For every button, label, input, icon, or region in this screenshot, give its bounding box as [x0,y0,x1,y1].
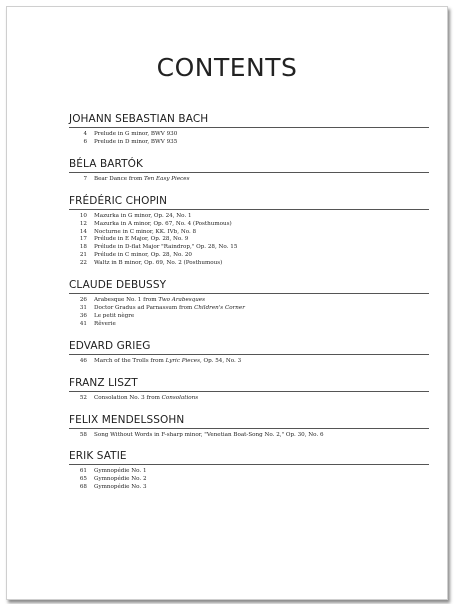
piece-title [94,252,192,260]
piece-title-text: Nocturne in C minor, KK. IVb, No. 8 [94,228,197,235]
composer-name: ERIK SATIE [69,450,429,465]
page-number: 18 [79,244,87,251]
toc-entry[interactable] [69,305,429,313]
page-number: 58 [79,431,87,438]
piece-title [94,139,177,147]
page-number: 12 [79,220,87,227]
piece-title-text: Mazurka in A minor, Op. 67, No. 4 (Posthumous) [94,220,232,227]
page-number: 22 [79,260,87,267]
toc-entry[interactable] [69,358,429,366]
toc-entry[interactable] [69,260,429,268]
piece-source-collection: Children's Corner [194,304,245,311]
page-number: 4 [83,131,87,137]
piece-source-collection: Ten Easy Pieces [144,175,190,182]
piece-title-text: Rêverie [94,320,116,327]
toc-entry[interactable] [69,213,429,221]
piece-opus-suffix: Op. 54, No. 3 [201,357,242,364]
toc-entry[interactable] [69,176,429,184]
composer-name: FRANZ LISZT [69,377,429,392]
page-number: 68 [79,484,87,491]
piece-title-text: Prélude in C minor, Op. 28, No. 20 [94,252,192,259]
toc-entry[interactable] [69,313,429,321]
piece-title-text: Consolation No. 3 from [94,394,162,401]
piece-title-text: Waltz in B minor, Op. 69, No. 2 (Posthumous) [94,260,223,267]
piece-title [94,131,177,139]
composer-name: JOHANN SEBASTIAN BACH [69,113,429,128]
composer-section [69,450,429,492]
piece-title-text: March of the Trolls from [94,357,166,364]
piece-title-text: Gymnopédie No. 3 [94,484,147,491]
piece-title [94,221,232,229]
composer-name: BÉLA BARTÓK [69,158,429,173]
piece-title [94,321,116,329]
piece-source-collection: Lyric Pieces, [165,357,202,364]
composer-section [69,195,429,268]
composer-section [69,377,429,403]
page-number: 52 [79,394,87,401]
composer-name: EDVARD GRIEG [69,340,429,355]
piece-title-text: Gymnopédie No. 1 [94,468,147,475]
piece-title-text: Prélude in E Major, Op. 28, No. 9 [94,236,189,243]
composer-name: CLAUDE DEBUSSY [69,279,429,294]
piece-title [94,395,198,403]
page-number: 41 [79,320,87,327]
page-number: 7 [83,175,87,182]
composer-name: FELIX MENDELSSOHN [69,414,429,429]
piece-title-text: Prélude in D-flat Major "Raindrop," Op. 28, No. 15 [94,244,238,251]
page-number: 61 [79,468,87,475]
toc-entry[interactable] [69,221,429,229]
piece-title-text: Prelude in D minor, BWV 935 [94,138,178,145]
page-number: 46 [79,357,87,364]
piece-title [94,484,147,492]
piece-title [94,305,245,313]
toc-entry[interactable] [69,139,429,147]
toc-entry[interactable] [69,321,429,329]
toc-entry[interactable] [69,252,429,260]
piece-title [94,358,241,366]
piece-title-text: Prelude in G minor, BWV 930 [94,131,178,137]
page-number: 65 [79,476,87,483]
piece-title-text: Gymnopédie No. 2 [94,476,147,483]
toc-entry[interactable] [69,131,429,139]
document-page [6,6,448,600]
toc-entry[interactable] [69,432,429,440]
toc-entry[interactable] [69,484,429,492]
piece-title-text: Doctor Gradus ad Parnassum from [94,304,195,311]
piece-source-collection: Two Arabesques [158,297,205,304]
composer-name: FRÉDÉRIC CHOPIN [69,195,429,210]
page-number: 26 [79,297,87,304]
piece-title-text: Mazurka in G minor, Op. 24, No. 1 [94,212,192,219]
page-number: 17 [79,236,87,243]
toc-entry[interactable] [69,297,429,305]
page-number: 10 [79,212,87,219]
page-number: 36 [79,312,87,319]
composer-section [69,113,429,147]
piece-source-collection: Consolations [161,394,199,401]
piece-title-text: Song Without Words in F-sharp minor, "Venetian Boat-Song No. 2," Op. 30, No. 6 [94,431,324,438]
piece-title [94,313,134,321]
piece-title-text: Bear Dance from [94,175,145,182]
composer-section [69,279,429,329]
piece-title-text: Arabesque No. 1 from [94,297,159,304]
page-number: 21 [79,252,87,259]
composer-section [69,414,429,440]
page-number: 6 [83,138,87,145]
piece-title [94,213,192,221]
piece-title [94,432,324,440]
piece-title [94,260,222,268]
piece-title [94,297,205,305]
piece-title-text: Le petit nègre [94,312,135,319]
page-number: 14 [79,228,87,235]
page-title: CONTENTS [156,53,298,82]
composer-section [69,158,429,184]
piece-title [94,176,189,184]
table-of-contents [69,113,429,492]
toc-entry[interactable] [69,395,429,403]
page-number: 31 [79,304,87,311]
composer-section [69,340,429,366]
